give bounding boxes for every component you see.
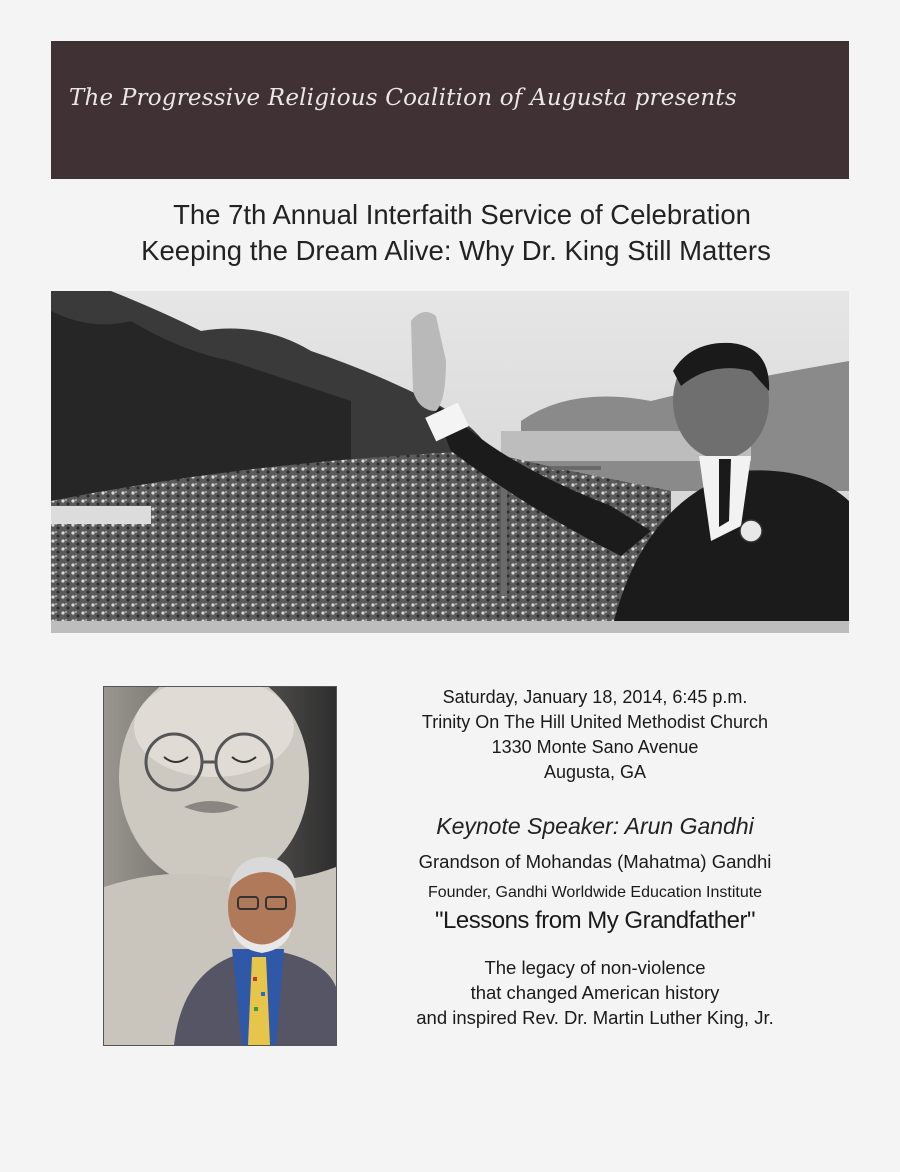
mlk-photo-illustration <box>51 291 849 633</box>
presenter-line: The Progressive Religious Coalition of Augusta presents <box>69 85 737 111</box>
event-title: The 7th Annual Interfaith Service of Celebration <box>173 199 751 230</box>
event-venue: Trinity On The Hill United Methodist Church <box>421 712 769 732</box>
speaker-role: Founder, Gandhi Worldwide Education Institute <box>427 884 763 901</box>
description-line: The legacy of non-violence <box>484 957 706 978</box>
event-subtitle: Keeping the Dream Alive: Why Dr. King Still Matters <box>141 235 771 266</box>
talk-title: "Lessons from My Grandfather" <box>435 907 755 934</box>
speaker-portrait <box>103 686 337 1046</box>
event-details <box>360 685 830 785</box>
keynote-speaker: Keynote Speaker: Arun Gandhi <box>436 813 754 839</box>
description-line: and inspired Rev. Dr. Martin Luther King, Jr. <box>416 1007 774 1028</box>
speaker-relation: Grandson of Mohandas (Mahatma) Gandhi <box>418 851 772 872</box>
hero-photo <box>51 291 849 633</box>
description-line: that changed American history <box>470 982 720 1003</box>
event-address: 1330 Monte Sano Avenue <box>491 737 699 757</box>
header-banner <box>51 41 849 179</box>
gandhi-portrait-illustration <box>104 687 336 1045</box>
event-datetime: Saturday, January 18, 2014, 6:45 p.m. <box>442 687 748 707</box>
event-city: Augusta, GA <box>543 762 647 782</box>
event-description <box>360 955 830 1030</box>
